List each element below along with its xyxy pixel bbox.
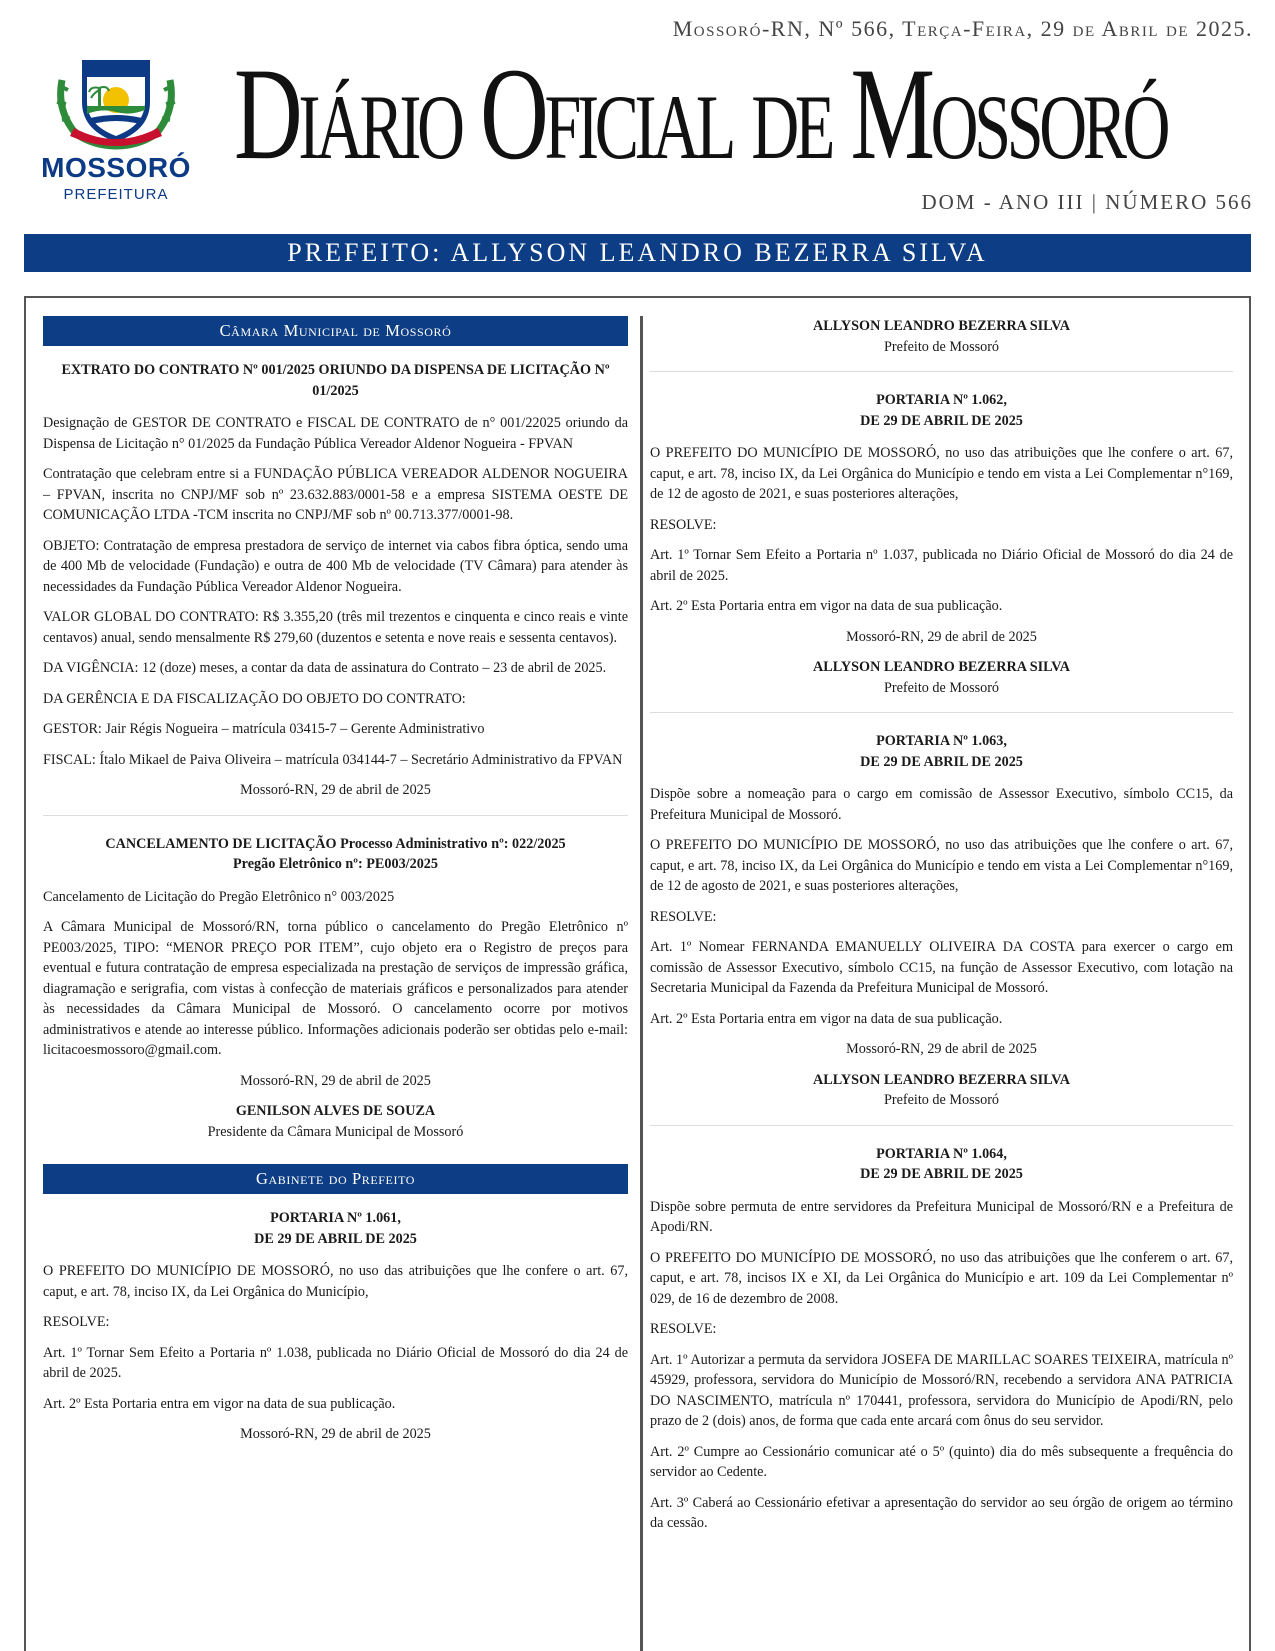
portaria-1062-art2: Art. 2º Esta Portaria entra em vigor na data de sua publicação. — [650, 598, 1003, 614]
extrato-designacao: Designação de GESTOR DE CONTRATO e FISCAL DE CONTRATO de n° 001/22025 oriundo da Dispensa de Licitação n° 01/2025 da Fundação Pública Vereador Aldenor Nogueira - FPVAN — [43, 415, 628, 452]
portaria-1064-preamble: O PREFEITO DO MUNICÍPIO DE MOSSORÓ, no uso das atribuições que lhe conferem o art. 67, caput, e art. 78, incisos IX e XI, da Lei Orgânica do Município e art. 109 da Lei Complementar nº 029, de 16 de dezembro de 2008. — [650, 1249, 1233, 1307]
portaria-1063-ementa: Dispõe sobre a nomeação para o cargo em comissão de Assessor Executivo, símbolo CC15, da Prefeitura Municipal de Mossoró. — [650, 786, 1233, 823]
logo-name: MOSSORÓ — [41, 152, 191, 183]
extrato-title: EXTRATO DO CONTRATO Nº 001/2025 ORIUNDO DA DISPENSA DE LICITAÇÃO Nº 01/2025 — [61, 362, 610, 399]
cancel-body: A Câmara Municipal de Mossoró/RN, torna público o cancelamento do Pregão Eletrônico nº PE003/2025, TIPO: “MENOR PREÇO POR ITEM”, cujo objeto era o Registro de preços para eventual e futura contratação de empresa especializada na prestação de serviços de impressão gráfica, diagramação e serigrafia, com vistas à confecção de materiais gráficos e personalizados para atender às necessidades da Câmara Municipal de Mossoró. O cancelamento ocorre por motivos administrativos e atende ao interesse público. Informações adicionais poderão ser obtidas pelo e-mail: licitacoesmossoro@gmail.com. — [43, 919, 628, 1058]
extrato-valor: VALOR GLOBAL DO CONTRATO: R$ 3.355,20 (três mil trezentos e cinquenta e cinco reais e vinte centavos) anual, sendo mensalmente R$ 279,60 (duzentos e setenta e nove reais e sessenta centavos). — [43, 609, 628, 646]
signer-name: ALLYSON LEANDRO BEZERRA SILVA — [813, 659, 1070, 675]
coat-of-arms-icon — [54, 50, 178, 150]
separator — [43, 815, 628, 816]
signer-name: GENILSON ALVES DE SOUZA — [235, 1103, 436, 1119]
section-header-gabinete: Gabinete do Prefeito — [43, 1164, 628, 1194]
top-signature — [650, 316, 1233, 357]
portaria-1062-art1: Art. 1º Tornar Sem Efeito a Portaria nº 1.037, publicada no Diário Oficial de Mossoró do dia 24 de abril de 2025. — [650, 547, 1233, 584]
portaria-1062-resolve: RESOLVE: — [650, 516, 717, 533]
cancel-date: Mossoró-RN, 29 de abril de 2025 — [240, 1072, 431, 1089]
extrato-gerencia: DA GERÊNCIA E DA FISCALIZAÇÃO DO OBJETO DO CONTRATO: — [43, 690, 466, 707]
left-column — [43, 316, 628, 1651]
portaria-1063-title — [650, 731, 1233, 772]
separator — [650, 712, 1233, 713]
section-header-camara: Câmara Municipal de Mossoró — [43, 316, 628, 346]
signer-role: Presidente da Câmara Municipal de Mossoró — [207, 1123, 464, 1140]
portaria-1063-art2: Art. 2º Esta Portaria entra em vigor na data de sua publicação. — [650, 1010, 1003, 1027]
signer-role: Prefeito de Mossoró — [883, 679, 1000, 696]
portaria-number: PORTARIA Nº 1.061, — [270, 1210, 401, 1226]
signer-role: Prefeito de Mossoró — [883, 1092, 1000, 1108]
portaria-date: DE 29 DE ABRIL DE 2025 — [254, 1230, 417, 1247]
portaria-1063-date: Mossoró-RN, 29 de abril de 2025 — [846, 1041, 1037, 1057]
portaria-1064-title — [650, 1144, 1233, 1185]
cancel-signature — [43, 1101, 628, 1142]
portaria-1061-resolve: RESOLVE: — [43, 1314, 110, 1330]
portaria-1063-signature — [650, 1070, 1233, 1111]
cancel-title-line2: Pregão Eletrônico nº: PE003/2025 — [233, 856, 438, 872]
portaria-1064-art1: Art. 1º Autorizar a permuta da servidora JOSEFA DE MARILLAC SOARES TEIXEIRA, matrícula nº 45929, professora, servidora do Município de Mossoró/RN, recebendo a servidora ANA PATRICIA DO NASCIMENTO, matrícula nº 170441, professora, servidora do Município de Apodi/RN, pelo prazo de 2 (dois) anos, de forma que cada ente arcará com ônus do seu servidor. — [650, 1351, 1233, 1429]
portaria-date: DE 29 DE ABRIL DE 2025 — [860, 1166, 1023, 1182]
portaria-1063-resolve: RESOLVE: — [650, 908, 717, 925]
portaria-1064-art2: Art. 2º Cumpre ao Cessionário comunicar até o 5º (quinto) dia do mês subsequente a frequência do servidor ao Cedente. — [650, 1443, 1233, 1480]
portaria-1061-preamble: O PREFEITO DO MUNICÍPIO DE MOSSORÓ, no uso das atribuições que lhe confere o art. 67, caput, e art. 78, inciso IX, da Lei Orgânica do Município, — [43, 1263, 628, 1300]
extrato-objeto: OBJETO: Contratação de empresa prestadora de serviço de internet via cabos fibra óptica, sendo uma de 400 Mb de velocidade (Fundação) e outra de 400 Mb de velocidade (TV Câmara) para atender às necessidades da Fundação Pública Vereador Aldenor Nogueira. — [43, 537, 628, 595]
portaria-1061-title — [43, 1208, 628, 1249]
signer-name: ALLYSON LEANDRO BEZERRA SILVA — [813, 1071, 1070, 1088]
right-column — [650, 316, 1233, 1651]
portaria-1061-art1: Art. 1º Tornar Sem Efeito a Portaria nº 1.038, publicada no Diário Oficial de Mossoró do dia 24 de abril de 2025. — [43, 1344, 628, 1381]
signer-name: ALLYSON LEANDRO BEZERRA SILVA — [813, 318, 1070, 334]
extrato-gestor: GESTOR: Jair Régis Nogueira – matrícula 03415-7 – Gerente Administrativo — [43, 721, 485, 737]
separator — [650, 1125, 1233, 1126]
cancel-title-line1: CANCELAMENTO DE LICITAÇÃO Processo Administrativo nº: 022/2025 — [105, 835, 566, 852]
portaria-1062-title — [650, 390, 1233, 431]
cancel-title — [43, 834, 628, 875]
portaria-1061-date: Mossoró-RN, 29 de abril de 2025 — [240, 1426, 431, 1442]
portaria-1064-resolve: RESOLVE: — [650, 1321, 717, 1337]
portaria-number: PORTARIA Nº 1.062, — [876, 392, 1007, 408]
masthead-title: Diário Oficial de Mossoró — [234, 40, 1167, 187]
mayor-banner: PREFEITO: ALLYSON LEANDRO BEZERRA SILVA — [24, 234, 1251, 272]
cancel-summary: Cancelamento de Licitação do Pregão Eletrônico n° 003/2025 — [43, 888, 395, 905]
edition-number: DOM - ANO III | NÚMERO 566 — [921, 190, 1253, 214]
portaria-date: DE 29 DE ABRIL DE 2025 — [860, 753, 1023, 770]
extrato-date: Mossoró-RN, 29 de abril de 2025 — [240, 782, 431, 798]
signer-role: Prefeito de Mossoró — [883, 338, 1000, 355]
extrato-contratacao: Contratação que celebram entre si a FUNDAÇÃO PÚBLICA VEREADOR ALDENOR NOGUEIRA – FPVAN, inscrita no CNPJ/MF sob nº 23.632.883/0001-58 e a empresa SISTEMA OESTE DE COMUNICAÇÃO LTDA -TCM inscrita no CNPJ/MF sob nº 00.713.377/0001-98. — [43, 466, 628, 523]
extrato-vigencia: DA VIGÊNCIA: 12 (doze) meses, a contar da data de assinatura do Contrato – 23 de abril de 2025. — [43, 660, 607, 676]
logo-subtitle: PREFEITURA — [63, 186, 169, 203]
portaria-number: PORTARIA Nº 1.063, — [876, 733, 1007, 749]
portaria-1062-signature — [650, 657, 1233, 698]
extrato-fiscal: FISCAL: Ítalo Mikael de Paiva Oliveira – matrícula 034144-7 – Secretário Administrativo da FPVAN — [43, 751, 623, 768]
portaria-1062-date: Mossoró-RN, 29 de abril de 2025 — [846, 628, 1037, 645]
portaria-number: PORTARIA Nº 1.064, — [876, 1145, 1007, 1162]
prefeitura-logo — [28, 50, 204, 206]
edition-date-line: Mossoró-RN, Nº 566, Terça-Feira, 29 de Abril de 2025. — [672, 16, 1253, 41]
portaria-1064-ementa: Dispõe sobre permuta de entre servidores da Prefeitura Municipal de Mossoró/RN e a Prefeitura de Apodi/RN. — [650, 1198, 1233, 1235]
portaria-date: DE 29 DE ABRIL DE 2025 — [860, 412, 1023, 429]
portaria-1063-art1: Art. 1º Nomear FERNANDA EMANUELLY OLIVEIRA DA COSTA para exercer o cargo em comissão de Assessor Executivo, símbolo CC15, na função de Assessor Executivo, com lotação na Secretaria Municipal da Fazenda da Prefeitura Municipal de Mossoró. — [650, 939, 1233, 996]
separator — [650, 371, 1233, 372]
column-divider — [640, 316, 643, 1651]
portaria-1062-preamble: O PREFEITO DO MUNICÍPIO DE MOSSORÓ, no uso das atribuições que lhe confere o art. 67, caput, e art. 78, inciso IX, da Lei Orgânica do Município e tendo em vista a Lei Complementar n°169, de 12 de agosto de 2021, e suas posteriores alterações, — [650, 445, 1233, 502]
portaria-1063-preamble: O PREFEITO DO MUNICÍPIO DE MOSSORÓ, no uso das atribuições que lhe confere o art. 67, caput, e art. 78, inciso IX, da Lei Orgânica do Município e tendo em vista a Lei Complementar n°169, de 12 de agosto de 2021, e suas posteriores alterações, — [650, 837, 1233, 894]
portaria-1061-art2: Art. 2º Esta Portaria entra em vigor na data de sua publicação. — [43, 1395, 396, 1412]
portaria-1064-art3: Art. 3º Caberá ao Cessionário efetivar a apresentação do servidor ao seu órgão de origem ao término da cessão. — [650, 1494, 1233, 1531]
